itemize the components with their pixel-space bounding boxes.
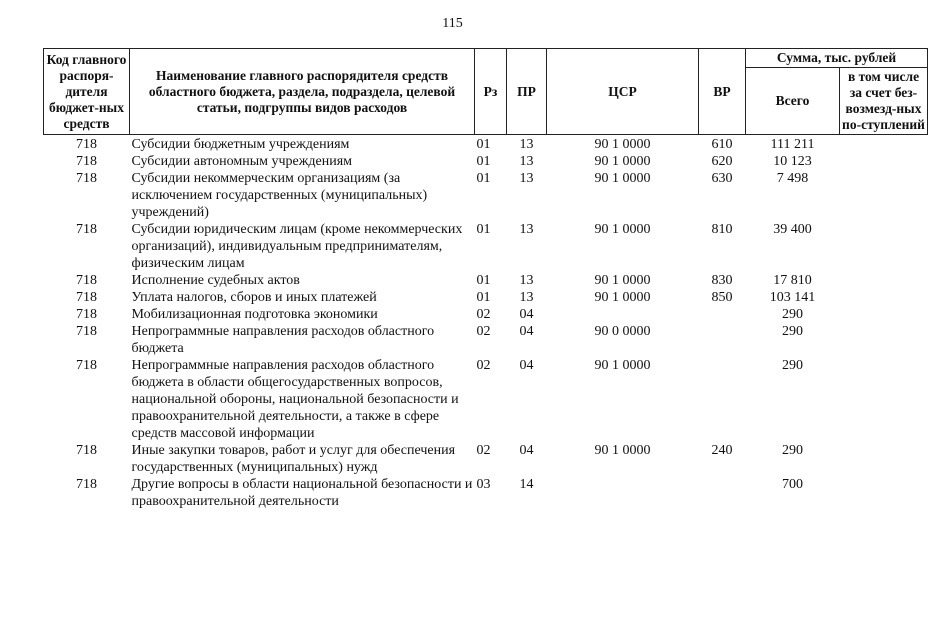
header-total: Всего	[746, 68, 840, 135]
row-total: 290	[782, 358, 803, 373]
header-gratuitous: в том числе за счет без-возмезд-ных по-ступлений	[840, 68, 928, 135]
row-total: 17 810	[773, 273, 812, 288]
row-gratuitous	[840, 153, 928, 170]
header-code: Код главного распоря-дителя бюджет-ных средств	[44, 49, 130, 135]
row-code: 718	[76, 171, 97, 186]
row-code: 718	[76, 307, 97, 322]
table-row	[44, 170, 928, 221]
row-code: 718	[76, 137, 97, 152]
row-csr: 90 1 0000	[594, 358, 651, 373]
row-csr: 90 1 0000	[594, 290, 651, 305]
row-csr	[547, 476, 699, 510]
header-sum: Сумма, тыс. рублей	[746, 49, 928, 68]
row-code: 718	[76, 273, 97, 288]
row-csr: 90 1 0000	[594, 443, 651, 458]
table-row	[44, 442, 928, 476]
table-body	[44, 135, 928, 511]
row-pr: 14	[519, 477, 534, 492]
row-gratuitous	[840, 306, 928, 323]
row-name: Другие вопросы в области национальной безопасности и правоохранительной деятельности	[131, 477, 473, 509]
row-name: Непрограммные направления расходов областного бюджета в области общегосударственных вопросов, национальной обороны, национальной безопасности и правоохранительной деятельности, а также в сфере средств массовой информации	[131, 358, 459, 441]
row-rz: 01	[476, 222, 491, 237]
row-total: 700	[782, 477, 803, 492]
row-gratuitous	[840, 357, 928, 442]
row-rz: 03	[476, 477, 491, 492]
row-csr: 90 0 0000	[594, 324, 651, 339]
row-name: Мобилизационная подготовка экономики	[131, 307, 378, 322]
row-pr: 13	[519, 222, 534, 237]
row-pr: 13	[519, 154, 534, 169]
row-name: Субсидии автономным учреждениям	[131, 154, 353, 169]
row-rz: 01	[476, 137, 491, 152]
row-name: Исполнение судебных актов	[131, 273, 300, 288]
row-total: 10 123	[773, 154, 812, 169]
row-code: 718	[76, 324, 97, 339]
row-code: 718	[76, 358, 97, 373]
row-csr: 90 1 0000	[594, 137, 651, 152]
row-vr	[699, 306, 746, 323]
row-total: 290	[782, 324, 803, 339]
row-name: Субсидии юридическим лицам (кроме некоммерческих организаций), индивидуальным предпринимателям, физическим лицам	[131, 222, 463, 271]
row-pr: 04	[519, 324, 534, 339]
row-pr: 13	[519, 290, 534, 305]
row-vr: 630	[711, 171, 733, 186]
row-pr: 13	[519, 273, 534, 288]
row-code: 718	[76, 290, 97, 305]
table-header	[44, 49, 928, 135]
row-rz: 01	[476, 171, 491, 186]
row-rz: 01	[476, 273, 491, 288]
table-row	[44, 221, 928, 272]
header-csr: ЦСР	[547, 49, 699, 135]
table-row	[44, 135, 928, 154]
row-csr	[547, 306, 699, 323]
row-vr	[699, 323, 746, 357]
table-row	[44, 323, 928, 357]
row-rz: 02	[476, 358, 491, 373]
row-pr: 04	[519, 307, 534, 322]
header-rz: Рз	[475, 49, 507, 135]
row-vr: 810	[711, 222, 733, 237]
row-vr: 610	[711, 137, 733, 152]
row-total: 7 498	[776, 171, 809, 186]
row-gratuitous	[840, 442, 928, 476]
row-rz: 01	[476, 154, 491, 169]
row-code: 718	[76, 443, 97, 458]
header-name: Наименование главного распорядителя средств областного бюджета, раздела, подраздела, целевой статьи, подгруппы видов расходов	[130, 49, 475, 135]
table-row	[44, 289, 928, 306]
row-csr: 90 1 0000	[594, 154, 651, 169]
row-gratuitous	[840, 135, 928, 154]
row-rz: 02	[476, 307, 491, 322]
row-gratuitous	[840, 289, 928, 306]
table-row	[44, 306, 928, 323]
row-name: Непрограммные направления расходов областного бюджета	[131, 324, 435, 356]
row-gratuitous	[840, 170, 928, 221]
row-csr: 90 1 0000	[594, 171, 651, 186]
row-total: 290	[782, 307, 803, 322]
row-pr: 04	[519, 443, 534, 458]
row-gratuitous	[840, 476, 928, 510]
row-total: 39 400	[773, 222, 812, 237]
row-csr: 90 1 0000	[594, 273, 651, 288]
row-rz: 02	[476, 443, 491, 458]
row-name: Субсидии бюджетным учреждениям	[131, 137, 350, 152]
header-vr: ВР	[699, 49, 746, 135]
row-code: 718	[76, 477, 97, 492]
row-gratuitous	[840, 272, 928, 289]
row-code: 718	[76, 222, 97, 237]
row-vr	[699, 357, 746, 442]
row-vr: 830	[711, 273, 733, 288]
row-pr: 04	[519, 358, 534, 373]
table-row	[44, 153, 928, 170]
page-number: 115	[442, 16, 463, 31]
row-name: Уплата налогов, сборов и иных платежей	[131, 290, 377, 305]
row-total: 290	[782, 443, 803, 458]
row-total: 103 141	[769, 290, 816, 305]
row-vr: 620	[711, 154, 733, 169]
table-row	[44, 476, 928, 510]
row-gratuitous	[840, 221, 928, 272]
row-total: 111 211	[770, 137, 815, 152]
header-pr: ПР	[507, 49, 547, 135]
row-rz: 02	[476, 324, 491, 339]
row-vr	[699, 476, 746, 510]
row-pr: 13	[519, 137, 534, 152]
table-row	[44, 272, 928, 289]
row-rz: 01	[476, 290, 491, 305]
budget-table	[43, 48, 928, 510]
row-name: Иные закупки товаров, работ и услуг для обеспечения государственных (муниципальных) нужд	[131, 443, 456, 475]
row-name: Субсидии некоммерческим организациям (за исключением государственных (муниципальных) учреждений)	[131, 171, 428, 220]
row-pr: 13	[519, 171, 534, 186]
row-vr: 850	[711, 290, 733, 305]
row-gratuitous	[840, 323, 928, 357]
row-vr: 240	[711, 443, 733, 458]
row-code: 718	[76, 154, 97, 169]
row-csr: 90 1 0000	[594, 222, 651, 237]
table-row	[44, 357, 928, 442]
